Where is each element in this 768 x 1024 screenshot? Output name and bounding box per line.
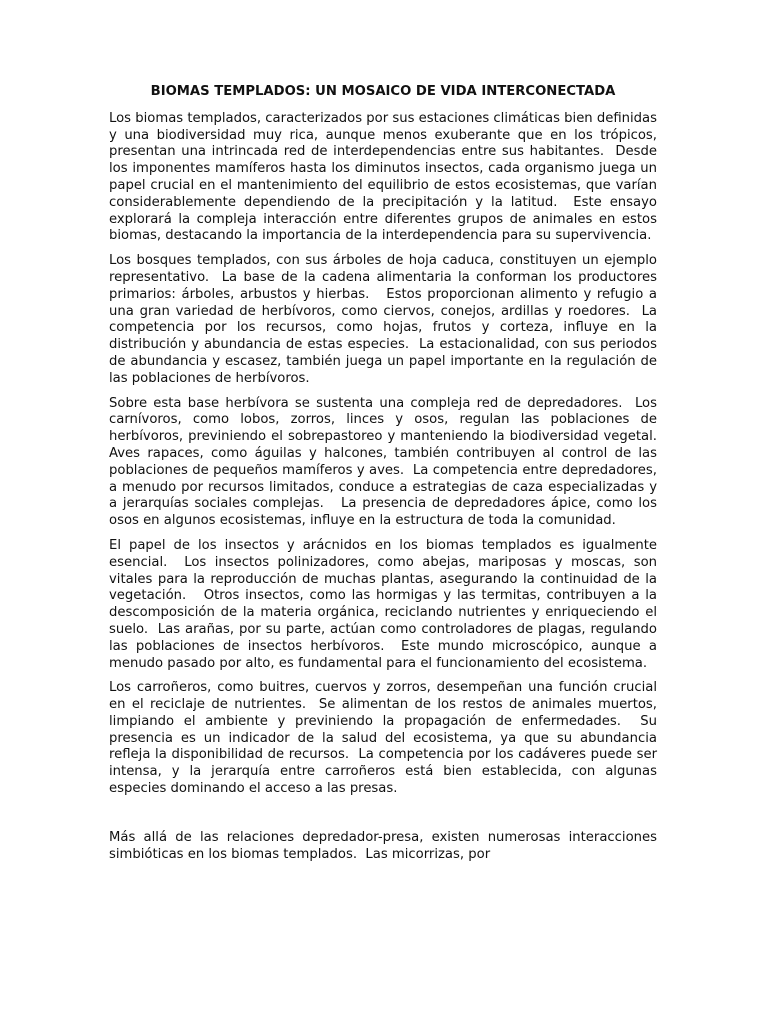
paragraph-scavengers: Los carroñeros, como buitres, cuervos y zorros, desempeñan una función crucial en el reciclaje de nutrientes. Se alimentan de los restos de animales muertos, limpiando el ambiente y previniendo la propagación de enfermedades. Su presencia es un indicador de la salud del ecosistema, ya que su abundancia refleja la disponibilidad de recursos. La competencia por los cadáveres puede ser intensa, y la jerarquía entre carroñeros está bien establecida, con algunas especies dominando el acceso a las presas.	[109, 680, 662, 797]
paragraph-intro: Los biomas templados, caracterizados por sus estaciones climáticas bien definidas y una biodiversidad muy rica, aunque menos exuberante que en los trópicos, presentan una intrincada red de interdependencias entre sus habitantes. Desde los imponentes mamíferos hasta los diminutos insectos, cada organismo juega un papel crucial en el mantenimiento del equilibrio de estos ecosistemas, que varían considerablemente dependiendo de la precipitación y la latitud. Este ensayo explorará la compleja interacción entre diferentes grupos de animales en estos biomas, destacando la importancia de la interdependencia para su supervivencia.	[109, 110, 662, 244]
paragraph-insects: El papel de los insectos y arácnidos en los biomas templados es igualmente esencial. Los insectos polinizadores, como abejas, mariposas y moscas, son vitales para la reproducción de muchas plantas, asegurando la continuidad de la vegetación. Otros insectos, como las hormigas y las termitas, contribuyen a la descomposición de la materia orgánica, reciclando nutrientes y enriqueciendo el suelo. Las arañas, por su parte, actúan como controladores de plagas, regulando las poblaciones de insectos herbívoros. Este mundo microscópico, aunque a menudo pasado por alto, es fundamental para el funcionamiento del ecosistema.	[109, 537, 662, 671]
paragraph-temperate-forests: Los bosques templados, con sus árboles de hoja caduca, constituyen un ejemplo representativo. La base de la cadena alimentaria la conforman los productores primarios: árboles, arbustos y hierbas. Estos proporcionan alimento y refugio a una gran variedad de herbívoros, como ciervos, conejos, ardillas y roedores. La competencia por los recursos, como hojas, frutos y corteza, influye en la distribución y abundancia de estas especies. La estacionalidad, con sus periodos de abundancia y escasez, también juega un papel importante en la regulación de las poblaciones de herbívoros.	[109, 253, 662, 386]
paragraph-predators: Sobre esta base herbívora se sustenta una compleja red de depredadores. Los carnívoros, como lobos, zorros, linces y osos, regulan las poblaciones de herbívoros, previniendo el sobrepastoreo y manteniendo la biodiversidad vegetal. Aves rapaces, como águilas y halcones, también contribuyen al control de las poblaciones de pequeños mamíferos y aves. La competencia entre depredadores, a menudo por recursos limitados, conduce a estrategias de caza especializadas y a jerarquías sociales complejas. La presencia de depredadores ápice, como los osos en algunos ecosistemas, influye en la estructura de toda la comunidad.	[109, 395, 666, 529]
document-page	[109, 84, 666, 871]
paragraph-symbiosis: Más allá de las relaciones depredador-presa, existen numerosas interacciones simbióticas en los biomas templados. Las micorrizas, por	[109, 829, 662, 862]
document-title: BIOMAS TEMPLADOS: UN MOSAICO DE VIDA INTERCONECTADA	[150, 84, 616, 99]
